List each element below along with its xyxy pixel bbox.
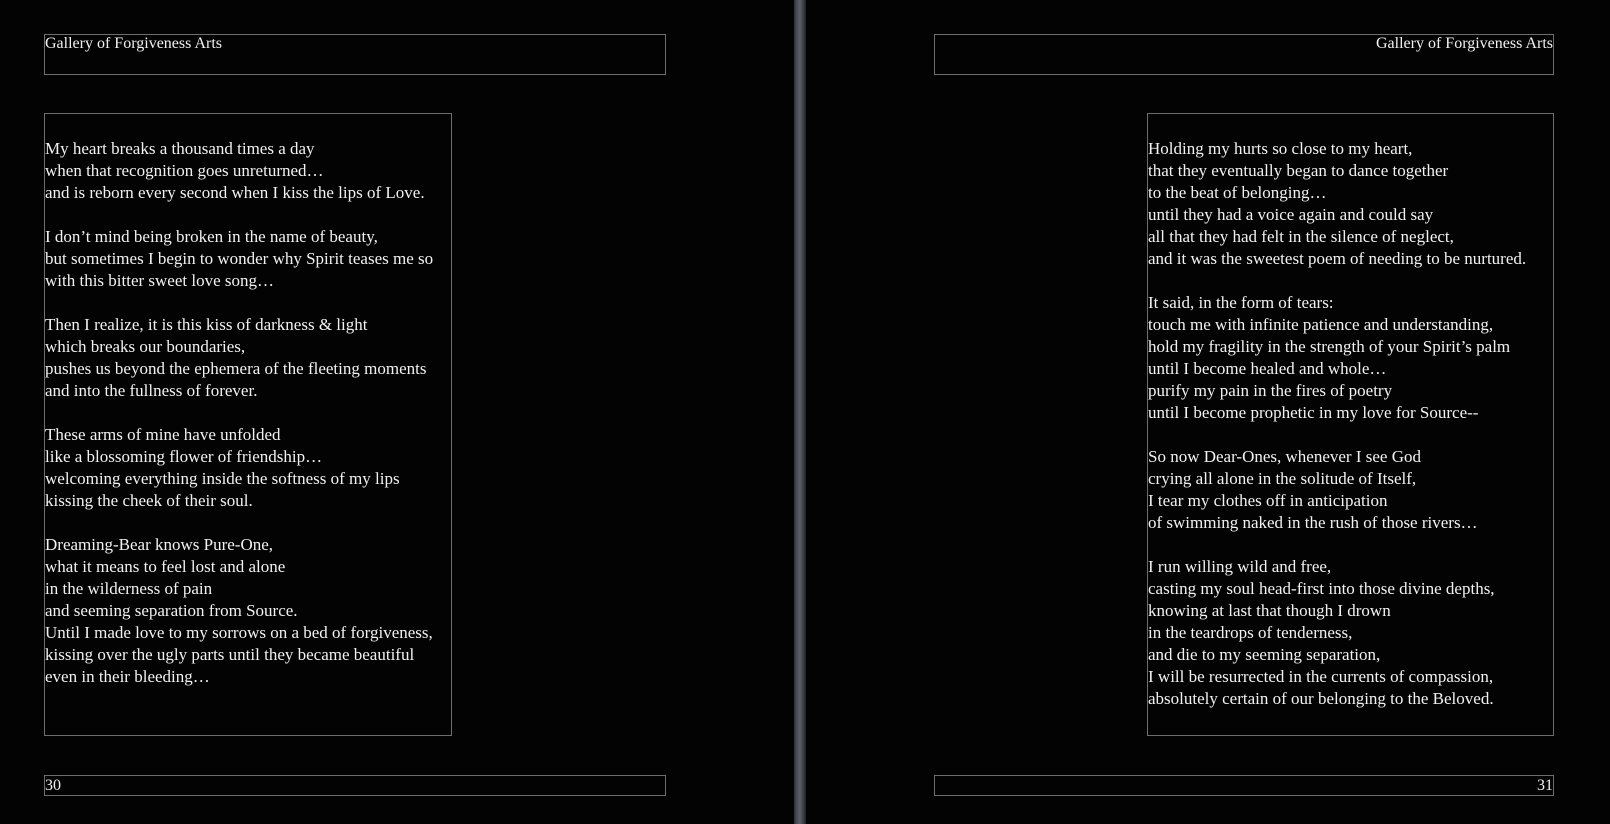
poem-line: what it means to feel lost and alone <box>45 557 286 576</box>
poem-line: and seeming separation from Source. <box>45 601 298 620</box>
poem-line: I run willing wild and free, <box>1148 557 1332 576</box>
poem-line: and into the fullness of forever. <box>45 381 258 400</box>
poem-line: and die to my seeming separation, <box>1148 645 1381 664</box>
poem-line: I tear my clothes off in anticipation <box>1148 491 1388 510</box>
poem-line: crying all alone in the solitude of Itself, <box>1148 469 1417 488</box>
poem-line: and is reborn every second when I kiss the lips of Love. <box>45 183 425 202</box>
poem-line: casting my soul head-first into those divine depths, <box>1148 579 1495 598</box>
poem-line: These arms of mine have unfolded <box>45 425 281 444</box>
poem-line: It said, in the form of tears: <box>1148 293 1334 312</box>
poem-line: kissing over the ugly parts until they became beautiful <box>45 645 415 664</box>
poem-stanza <box>45 138 433 204</box>
left-page-footer-frame <box>44 775 666 796</box>
poem-line: welcoming everything inside the softness of my lips <box>45 469 400 488</box>
poem-stanza <box>1148 292 1526 424</box>
poem-stanza <box>45 226 433 292</box>
left-page-body-frame <box>44 113 452 736</box>
right-poem <box>1148 138 1526 710</box>
poem-line: I don’t mind being broken in the name of beauty, <box>45 227 378 246</box>
left-poem <box>45 138 433 688</box>
poem-line: touch me with infinite patience and understanding, <box>1148 315 1494 334</box>
poem-stanza <box>1148 556 1526 710</box>
poem-stanza <box>45 314 433 402</box>
poem-line: in the teardrops of tenderness, <box>1148 623 1353 642</box>
poem-line: to the beat of belonging… <box>1148 183 1327 202</box>
left-page-header: Gallery of Forgiveness Arts <box>45 35 223 52</box>
poem-line: So now Dear-Ones, whenever I see God <box>1148 447 1421 466</box>
poem-line: I will be resurrected in the currents of compassion, <box>1148 667 1494 686</box>
poem-stanza <box>1148 446 1526 534</box>
poem-line: until I become healed and whole… <box>1148 359 1387 378</box>
poem-line: until they had a voice again and could say <box>1148 205 1434 224</box>
left-page-header-frame <box>44 34 666 75</box>
poem-line: Dreaming-Bear knows Pure-One, <box>45 535 274 554</box>
poem-line: like a blossoming flower of friendship… <box>45 447 323 466</box>
right-page-body-frame <box>1147 113 1554 736</box>
poem-line: and it was the sweetest poem of needing to be nurtured. <box>1148 249 1527 268</box>
poem-line: Then I realize, it is this kiss of darkness & light <box>45 315 368 334</box>
left-page <box>0 0 794 824</box>
poem-line: with this bitter sweet love song… <box>45 271 275 290</box>
right-page-footer-frame <box>934 775 1554 796</box>
poem-line: which breaks our boundaries, <box>45 337 246 356</box>
poem-line: until I become prophetic in my love for Source-- <box>1148 403 1479 422</box>
poem-line: knowing at last that though I drown <box>1148 601 1391 620</box>
poem-line: My heart breaks a thousand times a day <box>45 139 315 158</box>
right-page-header: Gallery of Forgiveness Arts <box>1375 35 1553 52</box>
poem-line: that they eventually began to dance together <box>1148 161 1449 180</box>
poem-line: Until I made love to my sorrows on a bed of forgiveness, <box>45 623 433 642</box>
right-page <box>806 0 1610 824</box>
poem-stanza <box>1148 138 1526 270</box>
poem-line: all that they had felt in the silence of neglect, <box>1148 227 1454 246</box>
left-page-number: 30 <box>45 777 61 794</box>
poem-line: but sometimes I begin to wonder why Spirit teases me so <box>45 249 434 268</box>
poem-line: when that recognition goes unreturned… <box>45 161 324 180</box>
poem-stanza <box>45 424 433 512</box>
book-gutter <box>794 0 806 824</box>
right-page-number: 31 <box>1537 777 1553 794</box>
poem-line: purify my pain in the fires of poetry <box>1148 381 1393 400</box>
poem-line: of swimming naked in the rush of those rivers… <box>1148 513 1478 532</box>
right-page-header-frame <box>934 34 1554 75</box>
poem-line: absolutely certain of our belonging to the Beloved. <box>1148 689 1494 708</box>
poem-line: kissing the cheek of their soul. <box>45 491 253 510</box>
poem-line: pushes us beyond the ephemera of the fleeting moments <box>45 359 427 378</box>
poem-stanza <box>45 534 433 688</box>
poem-line: in the wilderness of pain <box>45 579 213 598</box>
poem-line: hold my fragility in the strength of your Spirit’s palm <box>1148 337 1511 356</box>
poem-line: even in their bleeding… <box>45 667 210 686</box>
poem-line: Holding my hurts so close to my heart, <box>1148 139 1413 158</box>
